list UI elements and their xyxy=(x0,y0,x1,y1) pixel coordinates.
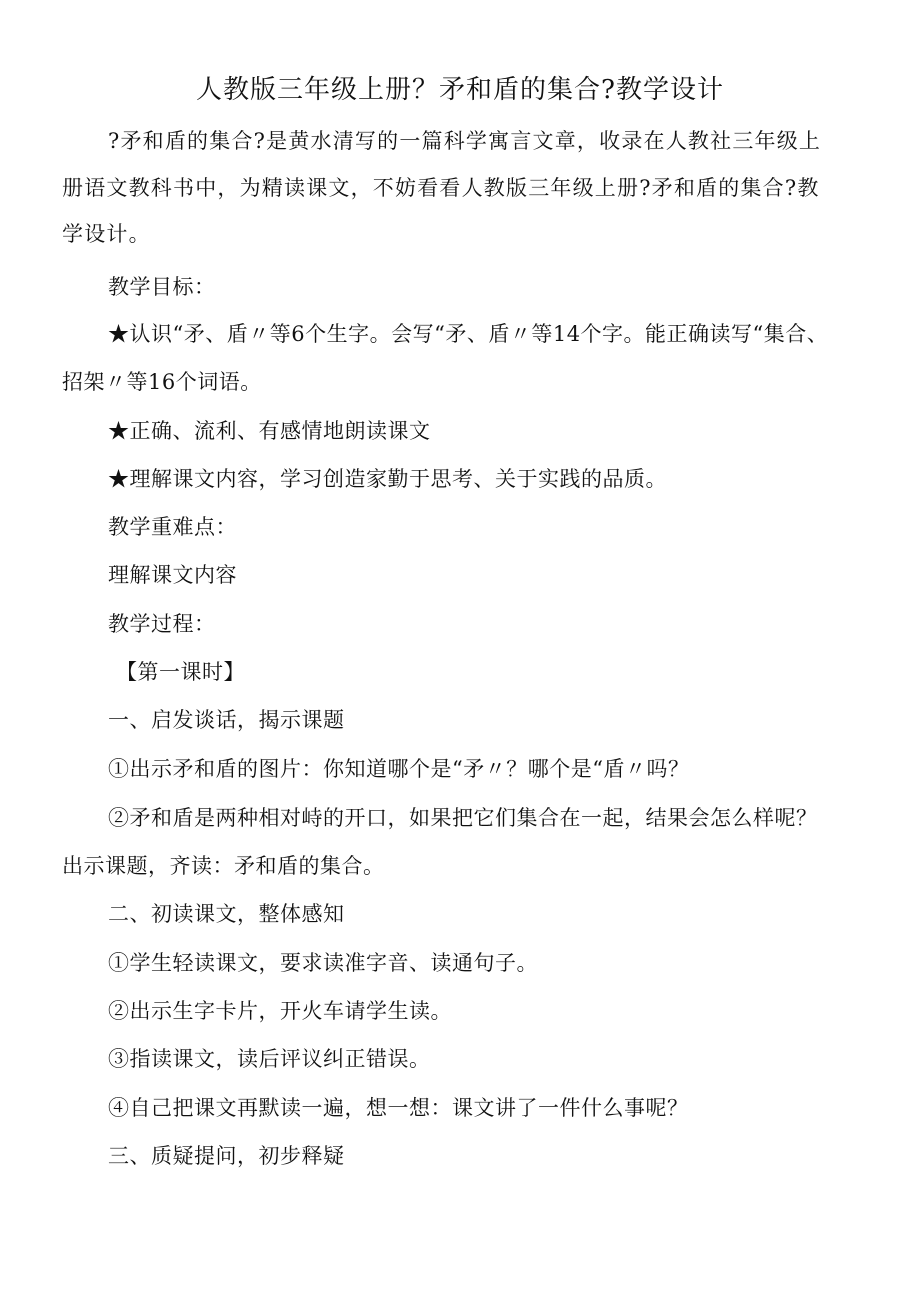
goal-2: ★正确、流利、有感情地朗读课文 xyxy=(108,419,431,443)
step-2-item-4: ④自己把课文再默读一遍，想一想：课文讲了一件什么事呢？ xyxy=(108,1096,689,1120)
step-2-item-1: ①学生轻读课文，要求读准字音、读通句子。 xyxy=(108,951,538,975)
step-3-heading: 三、质疑提问，初步释疑 xyxy=(108,1144,345,1168)
process-heading: 教学过程： xyxy=(108,612,216,636)
step-2-item-2: ②出示生字卡片，开火车请学生读。 xyxy=(108,999,452,1023)
step-1-item-2: ②矛和盾是两种相对峙的开口，如果把它们集合在一起，结果会怎么样呢？出示课题，齐读：矛和盾的集合。 xyxy=(62,806,818,878)
document-title: 人教版三年级上册？矛和盾的集合?教学设计 xyxy=(196,75,724,105)
goals-heading: 教学目标： xyxy=(108,275,216,299)
step-2-item-3: ③指读课文，读后评议纠正错误。 xyxy=(108,1047,431,1071)
lesson-1-heading: 【第一课时】 xyxy=(116,660,245,684)
key-point: 理解课文内容 xyxy=(108,563,237,587)
step-1-heading: 一、启发谈话，揭示课题 xyxy=(108,708,345,732)
step-2-heading: 二、初读课文，整体感知 xyxy=(108,902,345,926)
goal-1: ★认识“矛、盾〃等6个生字。会写“矛、盾〃等14个字。能正确读写“集合、招架〃等16个词语。 xyxy=(62,322,829,394)
step-1-item-1: ①出示矛和盾的图片：你知道哪个是“矛〃？哪个是“盾〃吗？ xyxy=(108,757,690,781)
key-points-heading: 教学重难点： xyxy=(108,515,237,539)
goal-3: ★理解课文内容，学习创造家勤于思考、关于实践的品质。 xyxy=(108,467,667,491)
intro-paragraph: ?矛和盾的集合?是黄水清写的一篇科学寓言文章，收录在人教社三年级上册语文教科书中，为精读课文，不妨看看人教版三年级上册?矛和盾的集合?教学设计。 xyxy=(62,129,822,246)
